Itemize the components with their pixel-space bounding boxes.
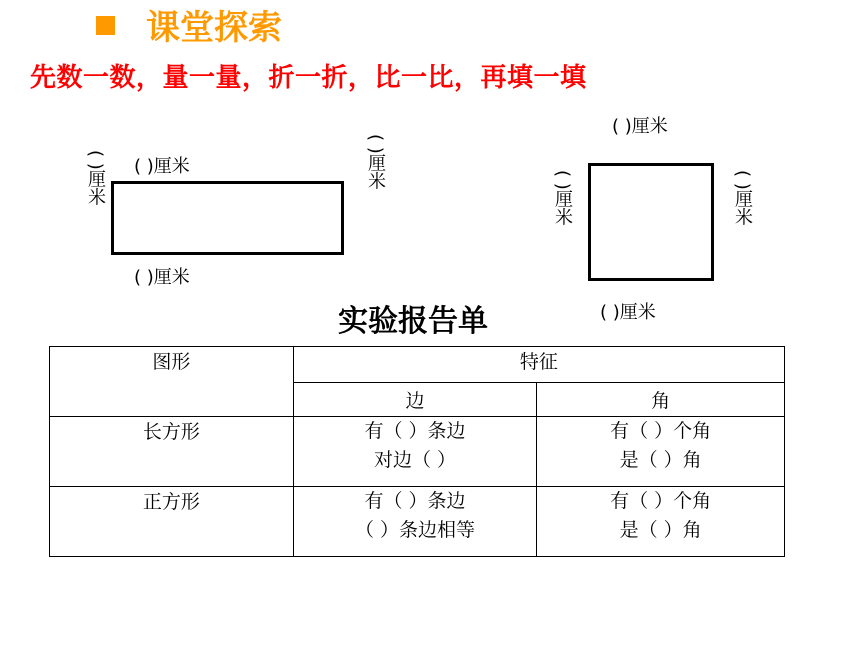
- rectangle-shape: [111, 181, 344, 255]
- square-equal-sides: （ ）条边相等: [354, 519, 475, 541]
- rectangle-left-label: ( )厘米: [85, 150, 106, 206]
- report-title: 实验报告单: [338, 304, 488, 339]
- table-row: [50, 417, 785, 487]
- rectangle-angle-cell: [537, 417, 785, 487]
- square-angle-count: 有（ ）个角: [610, 490, 712, 512]
- title-bullet-icon: [96, 16, 115, 35]
- rectangle-opposite-sides: 对边（ ）: [373, 449, 456, 471]
- rectangle-side-cell: [293, 417, 537, 487]
- rectangle-top-label: ( )厘米: [134, 156, 190, 177]
- square-left-label: ( )厘米: [552, 170, 573, 226]
- page-title: 课堂探索: [146, 8, 282, 48]
- square-bottom-label: ( )厘米: [600, 302, 656, 323]
- rectangle-side-count: 有（ ）条边: [364, 420, 466, 442]
- report-table: [49, 346, 785, 557]
- instruction-subtitle: 先数一数，量一量，折一折，比一比，再填一填: [30, 63, 587, 93]
- square-angle-cell: [537, 487, 785, 557]
- square-angle-type: 是（ ）角: [619, 519, 702, 541]
- row-shape-rectangle: 长方形: [50, 417, 294, 487]
- header-shape: 图形: [50, 347, 294, 417]
- header-side: 边: [293, 383, 537, 417]
- rectangle-right-label: ( )厘米: [365, 134, 386, 190]
- square-side-count: 有（ ）条边: [364, 490, 466, 512]
- square-right-label: ( )厘米: [732, 170, 753, 226]
- row-shape-square: 正方形: [50, 487, 294, 557]
- square-top-label: ( )厘米: [612, 116, 668, 137]
- rectangle-bottom-label: ( )厘米: [134, 267, 190, 288]
- square-side-cell: [293, 487, 537, 557]
- rectangle-angle-count: 有（ ）个角: [610, 420, 712, 442]
- rectangle-angle-type: 是（ ）角: [619, 449, 702, 471]
- square-shape: [588, 163, 714, 281]
- header-feature: 特征: [293, 347, 784, 383]
- header-angle: 角: [537, 383, 785, 417]
- table-row: [50, 487, 785, 557]
